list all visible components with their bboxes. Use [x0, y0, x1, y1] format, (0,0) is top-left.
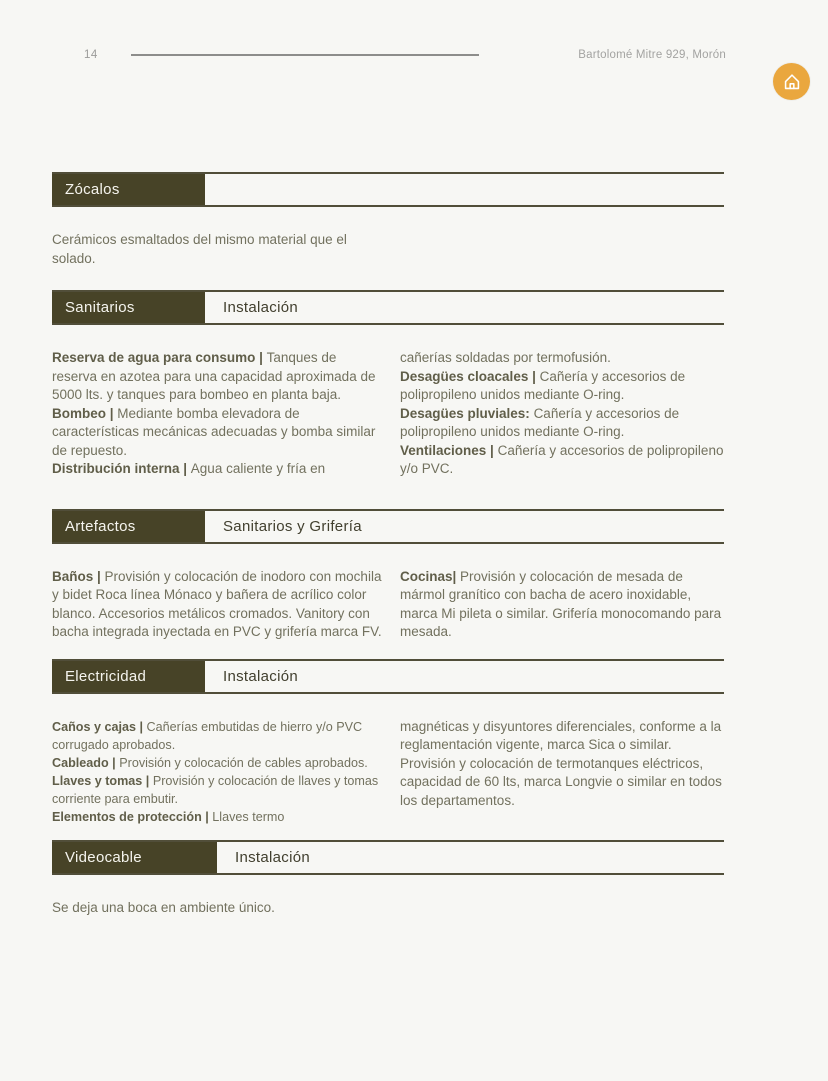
text-column [52, 568, 392, 642]
spec-label: Cocinas| [400, 568, 461, 584]
spec-paragraph: Desagües cloacales | Cañería y accesorios de polipropileno unidos mediante O-ring. [400, 368, 686, 402]
spec-label: Reserva de agua para consumo | [52, 350, 267, 365]
spec-paragraph: Bombeo | Mediante bomba elevadora de características mecánicas adecuadas y bomba similar de repuesto. [52, 405, 376, 458]
spec-paragraph: Cerámicos esmaltados del mismo material que el solado. [52, 232, 347, 266]
spec-label: Baños | [52, 568, 105, 584]
spec-paragraph: cañerías soldadas por termofusión. [400, 350, 611, 365]
section-title-box [52, 174, 205, 205]
section-title: Zócalos [65, 181, 120, 198]
section-subtitle: Instalación [223, 299, 299, 316]
text-column [52, 231, 382, 268]
spec-label: Llaves y tomas | [52, 773, 153, 788]
sections [52, 172, 724, 917]
spec-label: Bombeo | [52, 405, 118, 421]
section-title-box [52, 842, 217, 873]
spec-label: Ventilaciones | [400, 442, 498, 458]
section-header [52, 840, 724, 875]
section-header [52, 659, 724, 694]
page-header [84, 47, 726, 63]
page-address: Bartolomé Mitre 929, Morón [578, 49, 726, 61]
section-subtitle: Instalación [223, 667, 299, 685]
text-column [52, 349, 392, 479]
spec-section [52, 659, 724, 826]
spec-paragraph: Distribución interna | Agua caliente y fría en [52, 461, 326, 476]
section-title: Artefactos [65, 517, 136, 535]
spec-paragraph: Elementos de protección | Llaves termo [52, 809, 285, 824]
section-subtitle: Sanitarios y Grifería [223, 517, 362, 535]
section-subtitle: Instalación [235, 848, 311, 866]
spec-paragraph: Reserva de agua para consumo | Tanques de reserva en azotea para una capacidad aproximada de 5000 lts. y tanques para bombeo en planta baja. [52, 350, 376, 402]
section-title-box [52, 292, 205, 323]
section-header [52, 290, 724, 325]
spec-label: Desagües pluviales: [400, 405, 534, 421]
page-number: 14 [84, 49, 98, 61]
spec-paragraph: Desagües pluviales: Cañería y accesorios de polipropileno unidos mediante O-ring. [400, 405, 680, 439]
spec-label: Cableado | [52, 755, 120, 770]
text-column [400, 568, 724, 642]
section-title: Videocable [65, 848, 142, 866]
spec-label: Elementos de protección | [52, 809, 213, 824]
home-button[interactable] [773, 63, 810, 100]
text-column [52, 718, 392, 826]
text-column [400, 349, 724, 479]
spec-paragraph: Ventilaciones | Cañería y accesorios de polipropileno y/o PVC. [400, 442, 724, 476]
section-body [52, 694, 724, 826]
header-rule [131, 54, 479, 56]
section-body [52, 207, 724, 268]
spec-paragraph: Se deja una boca en ambiente único. [52, 899, 275, 915]
section-body [52, 325, 724, 479]
section-header [52, 509, 724, 544]
spec-section [52, 509, 724, 642]
section-title: Sanitarios [65, 299, 135, 316]
section-title: Electricidad [65, 667, 147, 685]
spec-paragraph: magnéticas y disyuntores diferenciales, conforme a la reglamentación vigente, marca Sica o similar. Provisión y colocación de termotanques eléctricos, capacidad de 60 lts, marca Longvie o similar en todos los departamentos. [400, 718, 722, 808]
spec-section [52, 290, 724, 479]
spec-label: Distribución interna | [52, 461, 191, 476]
spec-section [52, 840, 724, 918]
text-column [52, 899, 283, 918]
spec-section [52, 172, 724, 268]
section-body [52, 875, 724, 918]
spec-paragraph: Caños y cajas | Cañerías embutidas de hierro y/o PVC corrugado aprobados. [52, 719, 363, 752]
home-icon [781, 71, 803, 93]
spec-paragraph: Baños | Provisión y colocación de inodoro con mochila y bidet Roca línea Mónaco y bañera de acrílico color blanco. Accesorios metálicos cromados. Vanitory con bacha integrada inyectada en PVC y grifería marca FV. [52, 568, 382, 639]
spec-label: Caños y cajas | [52, 719, 147, 734]
section-title-box [52, 511, 205, 542]
section-body [52, 544, 724, 642]
spec-paragraph: Cableado | Provisión y colocación de cables aprobados. [52, 755, 368, 770]
section-title-box [52, 661, 205, 692]
spec-paragraph: Cocinas| Provisión y colocación de mesada de mármol granítico con bacha de acero inoxidable, marca Mi pileta o similar. Grifería monocomando para mesada. [400, 568, 722, 639]
spec-label: Desagües cloacales | [400, 368, 540, 384]
section-header [52, 172, 724, 207]
spec-paragraph: Llaves y tomas | Provisión y colocación de llaves y tomas corriente para embutir. [52, 773, 379, 806]
text-column [400, 718, 724, 826]
